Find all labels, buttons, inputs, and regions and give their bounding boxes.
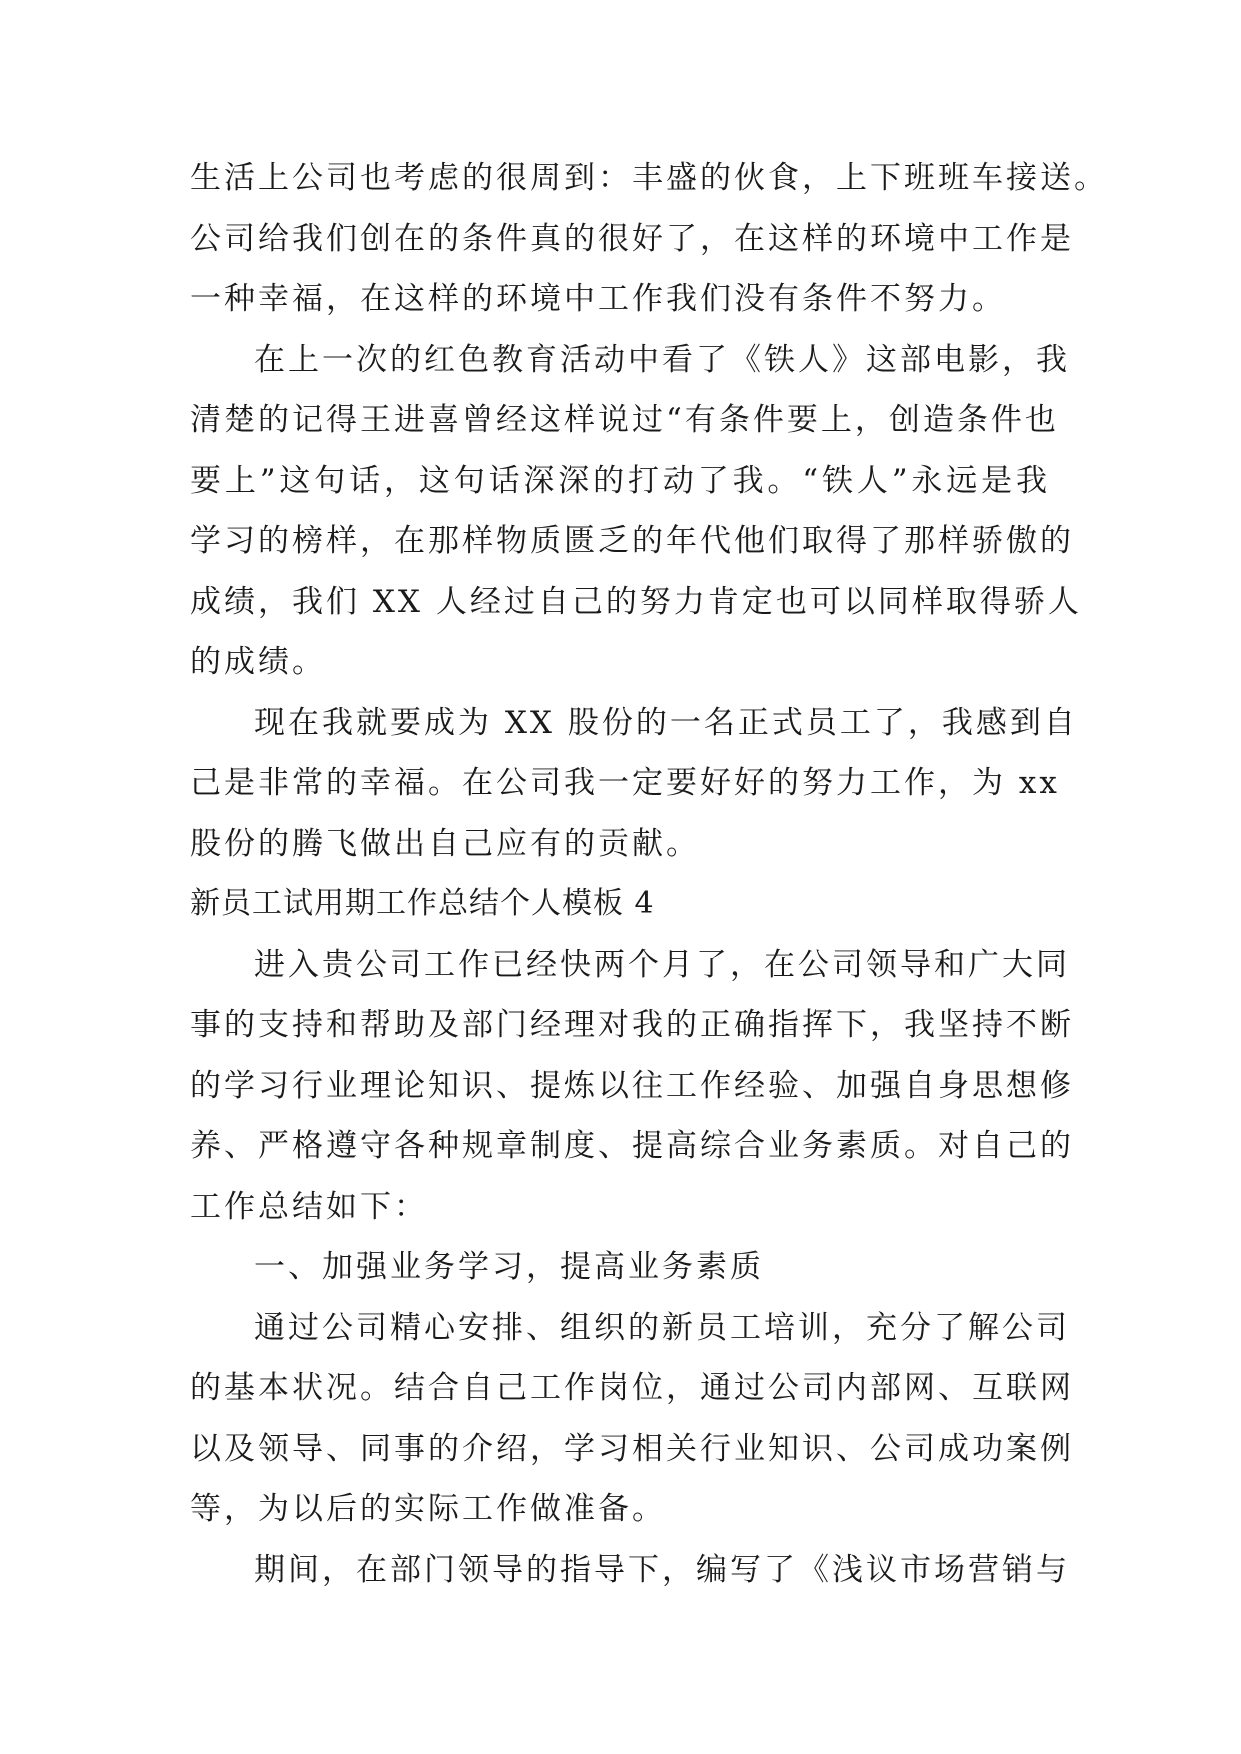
text-line: 一种幸福，在这样的环境中工作我们没有条件不努力。: [190, 281, 1006, 317]
text-line: 工作总结如下：: [190, 1188, 428, 1225]
text-line: 己是非常的幸福。在公司我一定要好好的努力工作，为 xx: [190, 765, 1060, 801]
text-line: 等，为以后的实际工作做准备。: [190, 1491, 666, 1527]
paragraph-first-line: 通过公司精心安排、组织的新员工培训，充分了解公司: [254, 1309, 1070, 1346]
text-line: 以及领导、同事的介绍，学习相关行业知识、公司成功案例: [190, 1430, 1074, 1467]
text-line: 要上”这句话，这句话深深的打动了我。“铁人”永远是我: [190, 462, 1050, 499]
text-line: 学习的榜样，在那样物质匮乏的年代他们取得了那样骄傲的: [190, 523, 1074, 559]
text-line: 的基本状况。结合自己工作岗位，通过公司内部网、互联网: [190, 1370, 1074, 1406]
text-line: 的学习行业理论知识、提炼以往工作经验、加强自身思想修: [190, 1067, 1074, 1104]
paragraph-first-line: 进入贵公司工作已经快两个月了，在公司领导和广大同: [254, 946, 1070, 983]
text-line: 的成绩。: [190, 644, 326, 680]
text-line: 成绩，我们 XX 人经过自己的努力肯定也可以同样取得骄人: [190, 583, 1082, 620]
subsection-heading: 一、加强业务学习，提高业务素质: [254, 1249, 764, 1285]
text-line: 生活上公司也考虑的很周到：丰盛的伙食，上下班班车接送。: [190, 160, 1108, 196]
document-body: [190, 148, 1108, 1600]
text-line: 事的支持和帮助及部门经理对我的正确指挥下，我坚持不断: [190, 1007, 1074, 1043]
paragraph-first-line: 期间，在部门领导的指导下，编写了《浅议市场营销与: [254, 1551, 1070, 1588]
text-line: 养、严格遵守各种规章制度、提高综合业务素质。对自己的: [190, 1128, 1074, 1164]
text-line: 股份的腾飞做出自己应有的贡献。: [190, 825, 700, 862]
text-line: 清楚的记得王进喜曾经这样说过“有条件要上，创造条件也: [190, 402, 1059, 438]
text-line: 公司给我们创在的条件真的很好了，在这样的环境中工作是: [190, 220, 1074, 257]
section-heading: 新员工试用期工作总结个人模板 4: [190, 886, 655, 921]
paragraph-first-line: 在上一次的红色教育活动中看了《铁人》这部电影，我: [254, 341, 1070, 378]
paragraph-first-line: 现在我就要成为 XX 股份的一名正式员工了，我感到自: [254, 704, 1078, 741]
